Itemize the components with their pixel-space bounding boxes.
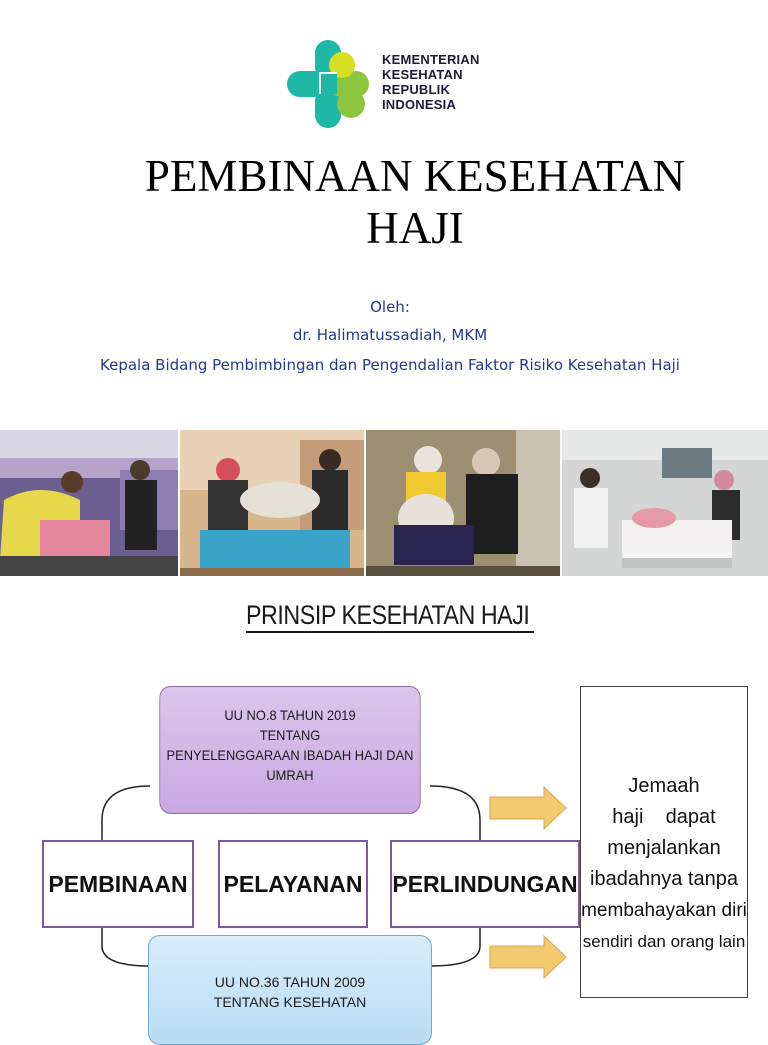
title-line-1: PEMBINAAN KESEHATAN — [144, 151, 686, 201]
result-box — [580, 686, 748, 998]
result-line-6: sendiri dan orang lain — [582, 932, 746, 951]
kemenkes-logo-icon — [285, 38, 375, 130]
result-line-5: membahayakan diri — [581, 900, 747, 921]
photo-hospital-bed — [562, 430, 768, 576]
law-box-uu36 — [148, 935, 432, 1045]
law1-line-2: TENTANG — [259, 727, 321, 743]
pillar-perlindungan: PERLINDUNGAN — [390, 840, 580, 928]
law2-line-1: UU NO.36 TAHUN 2009 — [214, 974, 366, 990]
result-line-1: Jemaah — [628, 775, 700, 797]
author-label: Oleh: — [370, 298, 410, 316]
ministry-line-3: REPUBLIK — [382, 82, 451, 97]
section-title: PRINSIP KESEHATAN HAJI — [246, 600, 530, 630]
ministry-line-2: KESEHATAN — [382, 67, 463, 82]
pillar-pembinaan: PEMBINAAN — [42, 840, 194, 928]
right-arrow-icon — [490, 936, 566, 978]
ministry-line-1: KEMENTERIAN — [382, 52, 480, 67]
law1-line-3: PENYELENGGARAAN IBADAH HAJI DAN — [166, 747, 414, 763]
pillar-pelayanan: PELAYANAN — [218, 840, 368, 928]
page-title — [0, 150, 768, 254]
author-name: dr. Halimatussadiah, MKM — [292, 326, 488, 344]
law1-line-4: UMRAH — [266, 767, 314, 783]
author-role: Kepala Bidang Pembimbingan dan Pengendalian Faktor Risiko Kesehatan Haji — [100, 356, 680, 374]
ministry-line-4: INDONESIA — [382, 97, 457, 112]
photo-wheelchair-patient — [366, 430, 560, 576]
photo-patient-stretcher — [180, 430, 364, 576]
ministry-name — [382, 52, 480, 112]
right-arrow-icon — [490, 787, 566, 829]
law1-line-1: UU NO.8 TAHUN 2019 — [224, 707, 356, 723]
law-box-uu8 — [159, 686, 420, 814]
title-line-2: HAJI — [366, 203, 464, 253]
section-title-underline — [246, 631, 534, 633]
result-line-3: menjalankan — [607, 837, 721, 859]
result-line-4: ibadahnya tanpa — [590, 868, 738, 890]
photo-tent-assistance — [0, 430, 178, 576]
result-line-2: haji dapat — [612, 806, 716, 828]
law2-line-2: TENTANG KESEHATAN — [213, 994, 367, 1010]
